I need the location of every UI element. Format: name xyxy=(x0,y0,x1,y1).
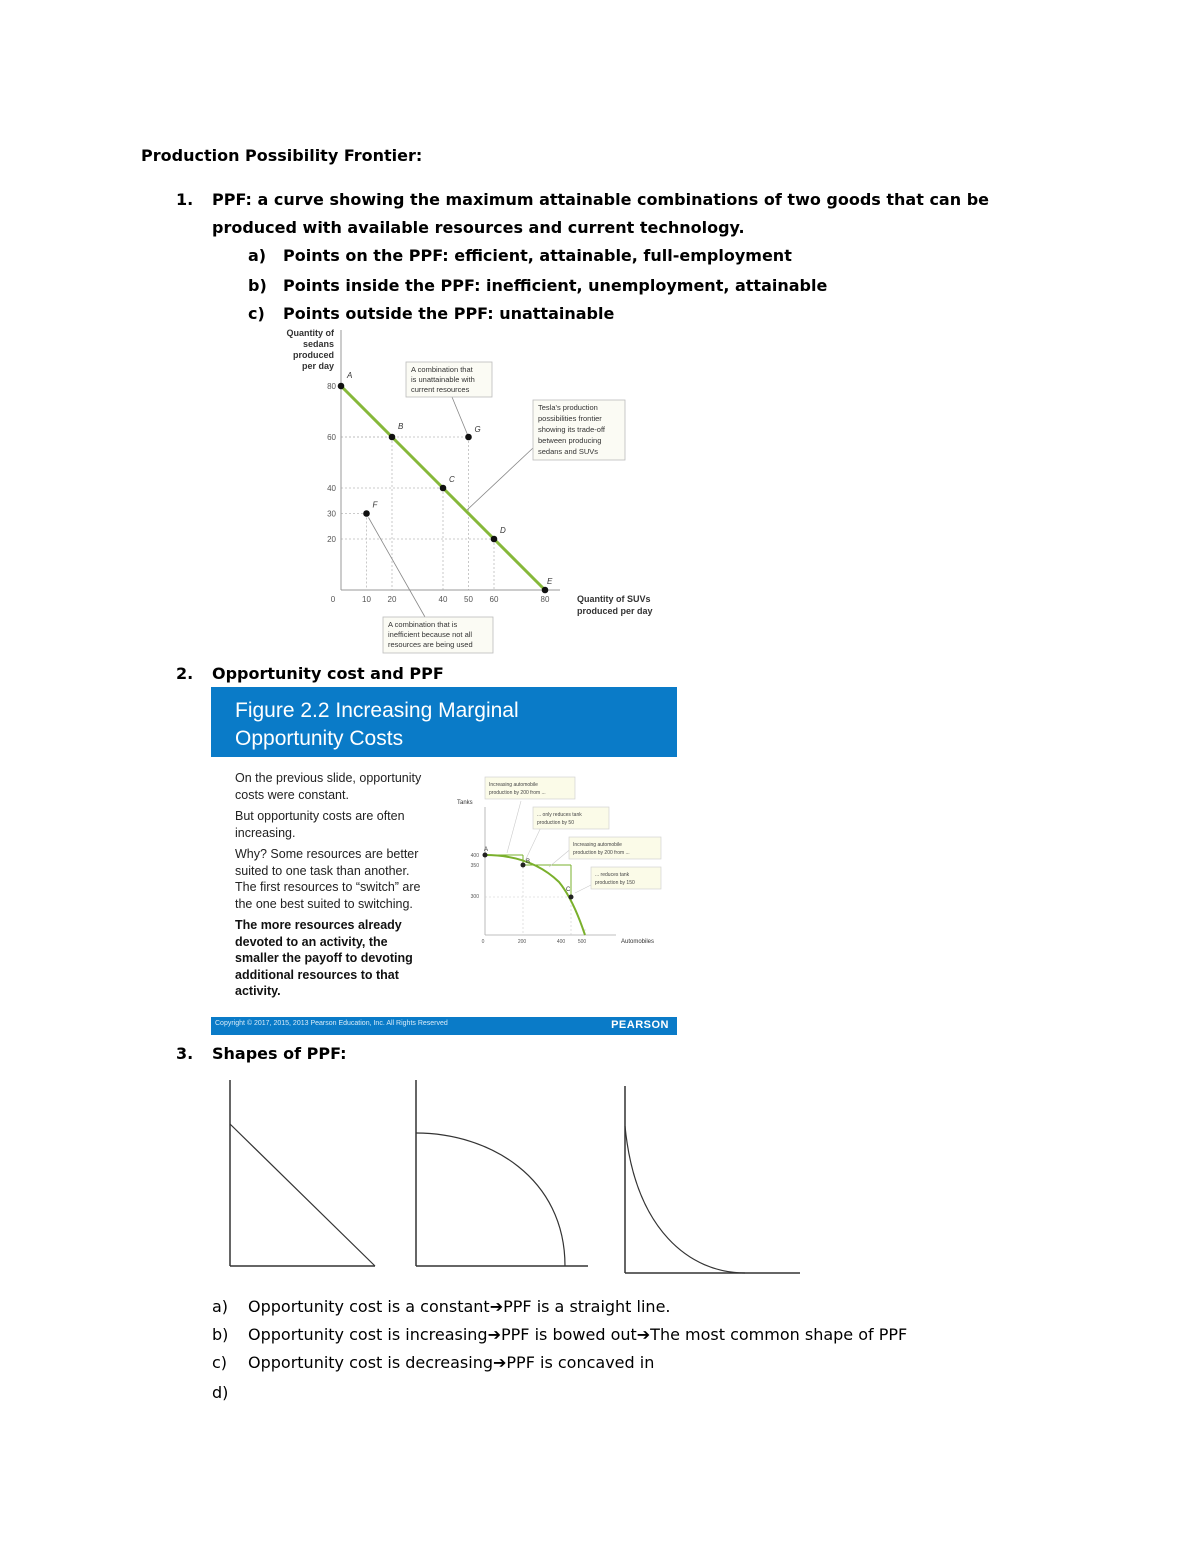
ppf-y-label xyxy=(287,328,335,371)
svg-text:resources are being used: resources are being used xyxy=(388,640,473,649)
point-a-letter: a) xyxy=(248,246,267,265)
ppf-point-label-d: D xyxy=(500,526,506,535)
item-2-text: Opportunity cost and PPF xyxy=(212,664,444,683)
ppf-leader-inefficient xyxy=(369,518,426,618)
slide-footer xyxy=(211,1017,677,1035)
point-b-letter: b) xyxy=(248,276,267,295)
ppf-point-d xyxy=(491,536,498,543)
slide-x-label: Automobiles xyxy=(621,939,655,945)
slide-title-line1: Figure 2.2 Increasing Marginal xyxy=(235,699,519,722)
callout-frontier xyxy=(533,400,625,460)
ppf-point-label-g: G xyxy=(474,425,481,434)
svg-text:400: 400 xyxy=(470,853,479,859)
svg-text:possibilities frontier: possibilities frontier xyxy=(538,414,602,423)
svg-text:sedans and SUVs: sedans and SUVs xyxy=(538,447,599,456)
ppf-x-tick-40: 40 xyxy=(438,595,448,604)
shape-a-text: Opportunity cost is a constant➔PPF is a straight line. xyxy=(248,1297,671,1316)
ppf-y-tick-60: 60 xyxy=(327,433,336,442)
shape-b-text: Opportunity cost is increasing➔PPF is bowed out➔The most common shape of PPF xyxy=(248,1325,908,1344)
ppf-y-tick-80: 80 xyxy=(327,382,336,391)
ppf-point-label-f: F xyxy=(372,500,378,510)
svg-text:production by 200 from ...: production by 200 from ... xyxy=(489,790,546,796)
ppf-point-label-b: B xyxy=(398,422,404,431)
ppf-leader-unattainable xyxy=(452,397,469,437)
svg-text:300: 300 xyxy=(470,894,479,900)
shape-concaved-in xyxy=(625,1086,800,1273)
svg-text:current resources: current resources xyxy=(411,385,470,394)
callout-inefficient xyxy=(383,617,493,653)
point-c-letter: c) xyxy=(248,304,265,323)
slide-point-b xyxy=(521,863,526,868)
svg-text:production by 200 from ...: production by 200 from ... xyxy=(573,850,630,856)
ppf-x-tick-60: 60 xyxy=(489,595,499,604)
slide-note-2 xyxy=(533,807,609,829)
svg-text:200: 200 xyxy=(517,939,527,945)
ppf-shapes-diagram xyxy=(220,1070,810,1280)
ppf-point-c xyxy=(440,485,447,492)
slide-point-b-label: B xyxy=(526,859,531,865)
item-3-text: Shapes of PPF: xyxy=(212,1044,347,1063)
ppf-leader-frontier xyxy=(467,448,533,510)
svg-text:inefficient because not all: inefficient because not all xyxy=(388,630,473,639)
slide-x-ticks xyxy=(482,939,587,945)
svg-text:A combination that is: A combination that is xyxy=(388,620,458,629)
slide-para-2: But opportunity costs are often increasing. xyxy=(235,809,405,840)
ppf-point-g xyxy=(465,434,472,441)
ppf-y-label-3: produced xyxy=(292,350,334,360)
ppf-chart xyxy=(280,325,680,660)
ppf-x-tick-20: 20 xyxy=(387,595,397,604)
ppf-point-e xyxy=(542,587,549,594)
ppf-point-a xyxy=(338,383,345,390)
svg-text:500: 500 xyxy=(577,939,587,945)
svg-text:... reduces tank: ... reduces tank xyxy=(595,872,630,878)
slide-note-1 xyxy=(485,777,575,799)
item-1-number: 1. xyxy=(176,190,194,209)
item-2-number: 2. xyxy=(176,664,194,683)
ppf-point-label-c: C xyxy=(449,475,455,484)
ppf-y-tick-30: 30 xyxy=(327,509,336,519)
point-a-text: Points on the PPF: efficient, attainable, full-employment xyxy=(283,246,792,265)
ppf-x-tick-0: 0 xyxy=(330,595,336,604)
svg-text:... only reduces tank: ... only reduces tank xyxy=(537,812,582,818)
ppf-x-label xyxy=(577,594,653,616)
ppf-x-tick-80: 80 xyxy=(540,595,550,604)
svg-text:0: 0 xyxy=(481,939,485,945)
callout-unattainable xyxy=(406,362,492,397)
svg-text:production by 150: production by 150 xyxy=(595,880,635,886)
ppf-y-label-2: sedans xyxy=(302,339,334,349)
slide-note-3 xyxy=(569,837,661,859)
svg-text:A combination that: A combination that xyxy=(411,365,473,374)
ppf-point-b xyxy=(389,434,396,441)
point-c-text: Points outside the PPF: unattainable xyxy=(283,304,615,323)
item-3-number: 3. xyxy=(176,1044,194,1063)
ppf-y-tick-20: 20 xyxy=(327,535,336,544)
item-1-line2: produced with available resources and current technology. xyxy=(212,218,745,237)
ppf-x-label-1: Quantity of SUVs xyxy=(577,594,651,604)
ppf-point-label-e: E xyxy=(547,577,553,586)
slide-para-3: Why? Some resources are better suited to one task than another. The first resources to “switch” are the one best suited to switching. xyxy=(235,847,421,911)
svg-text:showing its trade-off: showing its trade-off xyxy=(538,425,605,434)
svg-text:Increasing automobile: Increasing automobile xyxy=(573,842,622,848)
slide-note-4 xyxy=(591,867,661,889)
shape-c-text: Opportunity cost is decreasing➔PPF is concaved in xyxy=(248,1353,655,1372)
page-heading: Production Possibility Frontier: xyxy=(141,146,423,165)
shape-c-letter: c) xyxy=(212,1353,228,1372)
svg-text:production by 50: production by 50 xyxy=(537,820,574,826)
ppf-y-label-4: per day xyxy=(301,361,334,371)
ppf-x-tick-50: 50 xyxy=(464,595,473,604)
svg-text:Increasing automobile: Increasing automobile xyxy=(489,782,538,788)
shape-bowed-out xyxy=(416,1080,588,1266)
svg-text:Tesla's production: Tesla's production xyxy=(538,403,598,412)
svg-text:is unattainable with: is unattainable with xyxy=(411,375,475,384)
shape-a-letter: a) xyxy=(212,1297,229,1316)
svg-text:350: 350 xyxy=(470,863,479,869)
slide-y-label: Tanks xyxy=(457,800,473,806)
ppf-x-label-2: produced per day xyxy=(577,606,653,616)
ppf-x-tick-10: 10 xyxy=(362,595,371,604)
slide-point-a-label: A xyxy=(484,847,489,853)
figure-slide xyxy=(211,687,677,1035)
item-1-line1: PPF: a curve showing the maximum attainable combinations of two goods that can be xyxy=(212,190,989,209)
pearson-logo: PEARSON xyxy=(611,1019,669,1031)
svg-text:between producing: between producing xyxy=(538,436,602,445)
ppf-point-label-a: A xyxy=(347,371,353,380)
slide-point-c-label: C xyxy=(566,887,571,893)
point-b-text: Points inside the PPF: inefficient, unemployment, attainable xyxy=(283,276,828,295)
slide-para-1: On the previous slide, opportunity costs were constant. xyxy=(235,771,422,802)
slide-chart xyxy=(211,687,677,1035)
slide-para-4: The more resources already devoted to an activity, the smaller the payoff to devoting additional resources to that activity. xyxy=(235,918,413,998)
slide-title-line2: Opportunity Costs xyxy=(235,727,404,750)
slide-point-a xyxy=(483,853,488,858)
slide-y-ticks xyxy=(471,853,480,900)
ppf-y-label-1: Quantity of xyxy=(286,328,334,338)
shape-d-letter: d) xyxy=(212,1383,229,1402)
slide-copyright: Copyright © 2017, 2015, 2013 Pearson Education, Inc. All Rights Reserved xyxy=(215,1020,448,1027)
svg-text:400: 400 xyxy=(556,939,566,945)
slide-point-c xyxy=(569,895,574,900)
ppf-y-tick-40: 40 xyxy=(327,484,336,493)
shape-b-letter: b) xyxy=(212,1325,229,1344)
shape-straight-line xyxy=(230,1080,375,1266)
ppf-point-f xyxy=(363,510,370,517)
